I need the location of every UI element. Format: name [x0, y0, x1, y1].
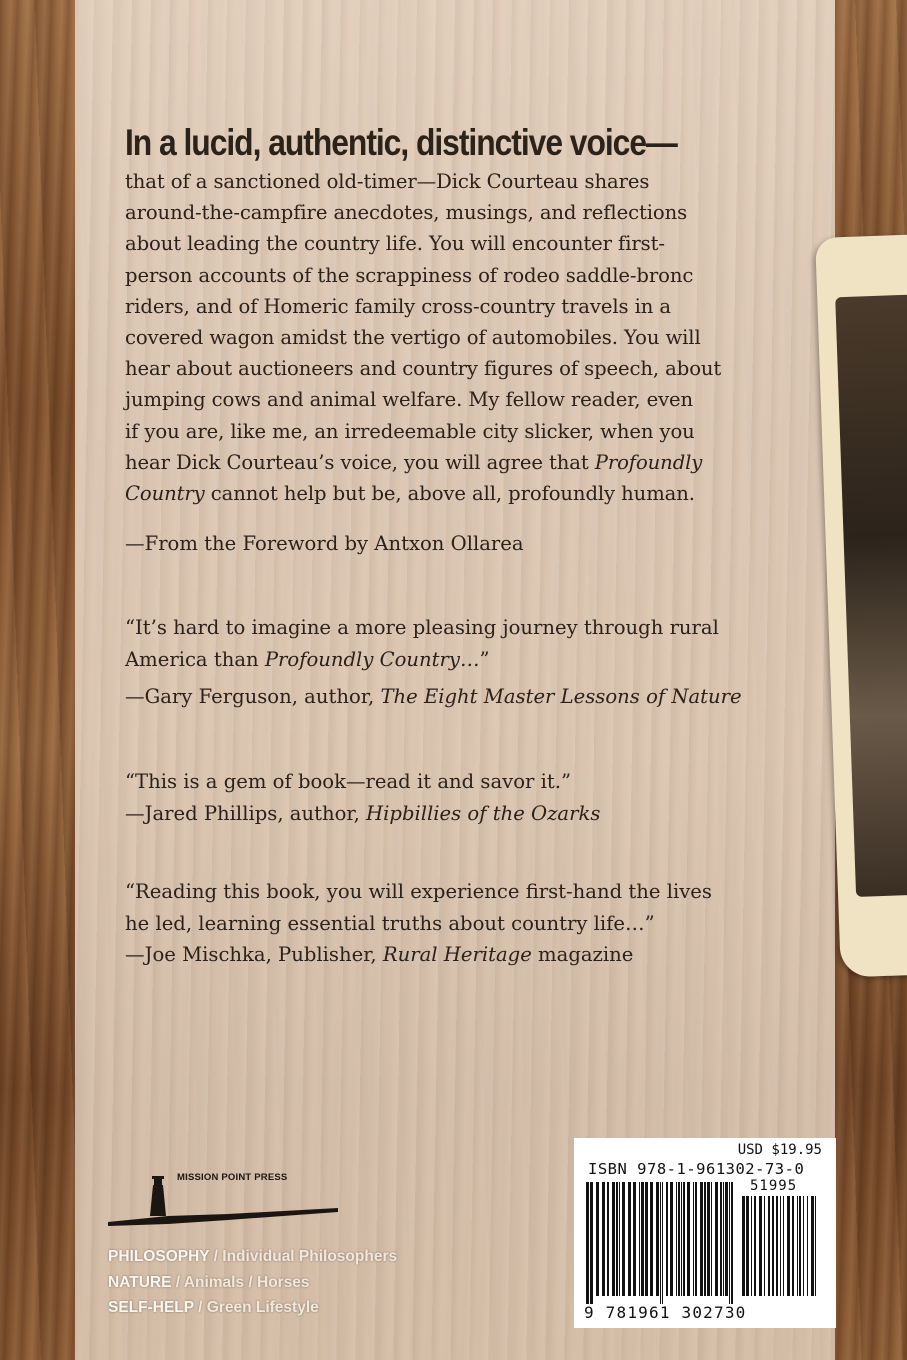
price-addon-code: 51995: [750, 1178, 798, 1194]
foreword-excerpt: [125, 166, 805, 509]
ean-barcode-bars: [586, 1182, 736, 1304]
foreword-line: Country cannot help but be, above all, profoundly human.: [125, 482, 695, 506]
isbn-barcode: [574, 1138, 836, 1328]
blurb-attribution: —Joe Mischka, Publisher, Rural Heritage magazine: [125, 943, 634, 966]
foreword-line: if you are, like me, an irredeemable city slicker, when you: [125, 419, 695, 443]
blurb-phillips: “This is a gem of book—read it and savor it.” —Jared Phillips, author, Hipbillies of the Ozarks: [125, 766, 805, 829]
foreword-line: hear about auctioneers and country figures of speech, about: [125, 357, 722, 381]
price-label: USD $19.95: [737, 1142, 822, 1158]
category-line: PHILOSOPHY / Individual Philosophers: [108, 1248, 398, 1265]
addon-barcode-bars: [742, 1196, 822, 1304]
headline: In a lucid, authentic, distinctive voice—: [125, 122, 677, 163]
blurb-attribution: —Gary Ferguson, author, The Eight Master Lessons of Nature: [125, 685, 742, 708]
bisac-categories: [108, 1244, 397, 1321]
publisher-name: MISSION POINT PRESS: [177, 1172, 288, 1183]
foreword-line: around-the-campfire anecdotes, musings, and reflections: [125, 201, 688, 225]
foreword-line: jumping cows and animal welfare. My fellow reader, even: [125, 388, 694, 412]
blurb-ferguson: “It’s hard to imagine a more pleasing journey through rural America than Profoundly Country…” —Gary Ferguson, author, The Eight Master Lessons of Nature: [125, 612, 805, 713]
foreword-line: riders, and of Homeric family cross-country travels in a: [125, 294, 671, 318]
foreword-line: about leading the country life. You will encounter first-: [125, 232, 665, 256]
blurb-mischka: “Reading this book, you will experience first-hand the lives he led, learning essential truths about country life…” —Joe Mischka, Publisher, Rural Heritage magazine: [125, 876, 805, 971]
category-line: NATURE / Animals / Horses: [108, 1273, 310, 1291]
isbn-label: ISBN 978-1-961302-73-0: [588, 1160, 805, 1178]
foreword-line: that of a sanctioned old-timer—Dick Courteau shares: [125, 170, 650, 193]
blurb-attribution: —Jared Phillips, author, Hipbillies of the Ozarks: [125, 801, 601, 825]
foreword-attribution: —From the Foreword by Antxon Ollarea: [125, 532, 524, 555]
foreword-line: hear Dick Courteau’s voice, you will agree that Profoundly: [125, 450, 703, 474]
category-line: SELF-HELP / Green Lifestyle: [108, 1299, 319, 1316]
foreword-line: covered wagon amidst the vertigo of automobiles. You will: [125, 326, 701, 350]
ean-number: 9 781961 302730: [584, 1303, 747, 1322]
foreword-line: person accounts of the scrappiness of rodeo saddle-bronc: [125, 263, 694, 287]
